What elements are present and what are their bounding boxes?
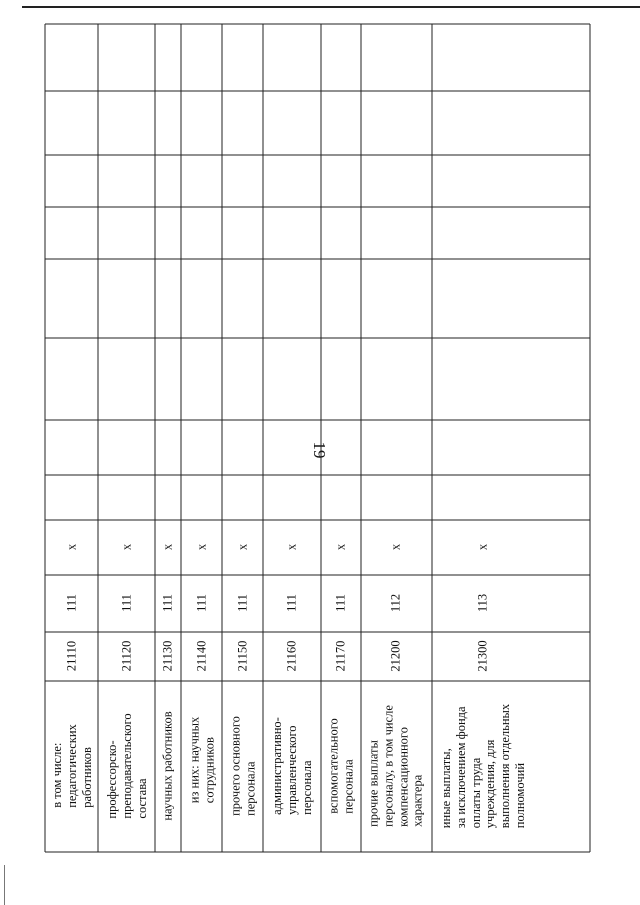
row-code: 21130 (160, 640, 175, 672)
row-code: 21160 (284, 640, 299, 672)
row-mark: x (388, 543, 403, 551)
row-label: в том числе: педагогических работников (49, 724, 94, 808)
row-code: 21110 (64, 640, 79, 672)
row-code: 21200 (388, 640, 403, 672)
row-kosgu: 111 (119, 594, 134, 612)
row-mark: x (475, 543, 490, 551)
row-kosgu: 111 (194, 594, 209, 612)
row-kosgu: 111 (235, 594, 250, 612)
row-mark: x (235, 543, 250, 551)
row-label: из них: научных сотрудников (187, 716, 216, 804)
row-label: прочие выплаты персоналу, в том числе компенсационного характера (366, 705, 425, 827)
row-label: административно- управленческого персонала (269, 717, 314, 815)
row-label: профессорско- преподавательского состава (104, 713, 149, 819)
row-code: 21150 (235, 640, 250, 672)
row-kosgu: 112 (388, 593, 403, 613)
row-mark: x (119, 543, 134, 551)
row-mark: x (284, 543, 299, 551)
row-kosgu: 111 (333, 594, 348, 612)
row-kosgu: 111 (64, 594, 79, 612)
row-code: 21140 (194, 640, 209, 672)
page-number: 19 (310, 441, 329, 459)
row-kosgu: 111 (160, 594, 175, 612)
row-code: 21300 (475, 640, 490, 672)
row-label: иные выплаты, за исключением фонда оплаты труда учреждения, для выполнения отдельных полномочий (438, 703, 527, 829)
row-mark: x (64, 543, 79, 551)
row-mark: x (160, 543, 175, 551)
row-label: вспомогательного персонала (326, 718, 355, 814)
row-kosgu: 111 (284, 594, 299, 612)
row-mark: x (194, 543, 209, 551)
row-label: прочего основного персонала (228, 716, 257, 816)
row-code: 21120 (119, 640, 134, 672)
row-kosgu: 113 (475, 593, 490, 613)
row-mark: x (333, 543, 348, 551)
row-code: 21170 (333, 640, 348, 672)
row-label: научных работников (160, 711, 175, 821)
